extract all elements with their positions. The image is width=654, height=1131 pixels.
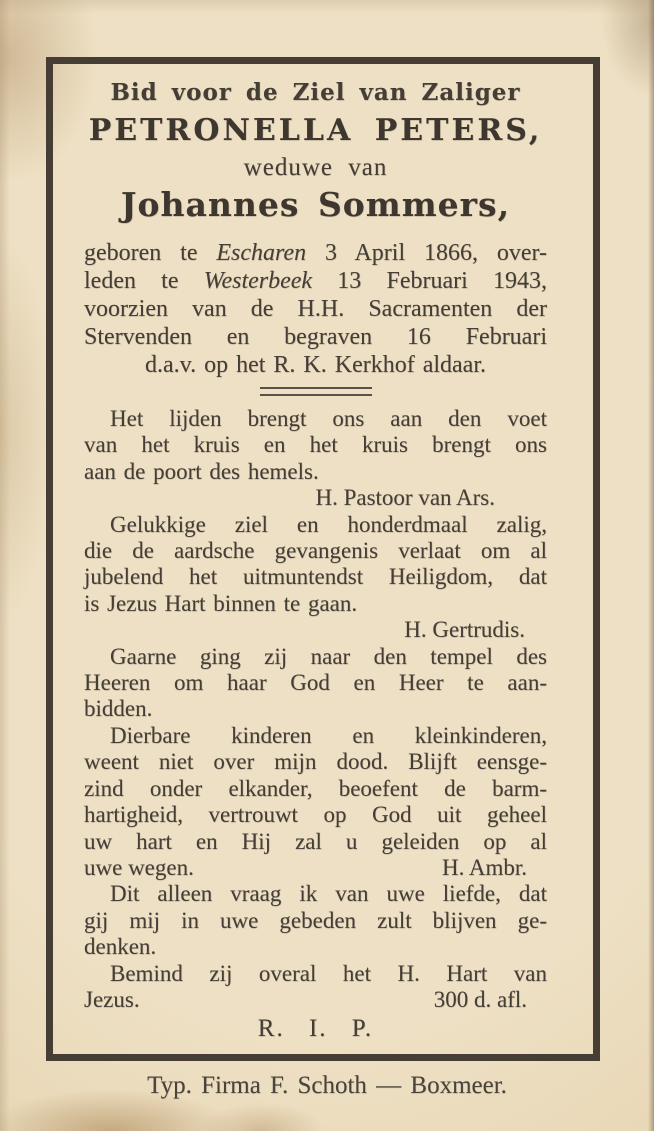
prayer-line: Bemind zij overal het H. Hart van <box>110 960 547 986</box>
prayer-line: Gelukkige ziel en honderdmaal zalig, <box>110 511 547 537</box>
prayer-texts <box>84 406 547 1043</box>
prayer-line <box>84 855 547 881</box>
deathplace: Westerbeek <box>203 268 313 294</box>
section-divider <box>260 387 372 396</box>
prayer-line: Gaarne ging zij naar den tempel des <box>110 643 547 669</box>
prayer-line: hartigheid, vertrouwt op God uit geheel <box>84 802 547 828</box>
prayer-line: uw hart en Hij zal u geleiden op al <box>84 828 547 854</box>
indulgence-note: 300 d. afl. <box>433 986 527 1012</box>
bio-line: voorzien van de H.H. Sacramenten der <box>84 296 547 322</box>
card-intro: Bid voor de Ziel van Zaliger <box>110 79 521 106</box>
prayer-line: Het lijden brengt ons aan den voet <box>110 406 547 431</box>
attribution: H. Gertrudis. <box>404 617 525 643</box>
prayer-line: aan de poort des hemels. <box>84 458 319 484</box>
bio-text: 13 Februari 1943, <box>312 268 547 294</box>
prayer-line: zind onder elkander, beoefent de barm- <box>84 775 547 801</box>
bio-text: geboren te <box>84 240 217 266</box>
birthplace: Escharen <box>216 240 307 266</box>
deceased-name: PETRONELLA PETERS, <box>88 113 543 148</box>
bio-text: leden te <box>84 268 204 294</box>
spouse-name: Johannes Sommers, <box>120 185 511 224</box>
rip-line: R. I. P. <box>257 1015 374 1043</box>
prayer-line: die de aardsche gevangenis verlaat om al <box>84 538 547 564</box>
prayer-line: bidden. <box>84 696 153 722</box>
bio-line: Stervenden en begraven 16 Februari <box>84 324 547 350</box>
biography <box>84 239 547 379</box>
prayer-text: uwe wegen. <box>84 854 194 880</box>
prayer-line: is Jezus Hart binnen te gaan. <box>84 590 358 616</box>
prayer-line <box>84 987 547 1013</box>
prayer-line: denken. <box>84 934 157 960</box>
card-border-frame <box>46 57 600 1061</box>
prayer-line: gij mij in uwe gebeden zult blijven ge- <box>84 907 547 933</box>
relation-line: weduwe van <box>243 154 388 181</box>
bio-line <box>84 267 547 295</box>
bio-line <box>84 239 547 267</box>
prayer-line: van het kruis en het kruis brengt ons <box>84 432 547 458</box>
prayer-line: weent niet over mijn dood. Blijft eensge- <box>84 749 547 775</box>
attribution: H. Pastoor van Ars. <box>315 485 495 511</box>
prayer-line: jubelend het uitmuntendst Heiligdom, dat <box>84 564 547 590</box>
prayer-line: Dit alleen vraag ik van uwe liefde, dat <box>110 881 547 907</box>
prayer-line: Dierbare kinderen en kleinkinderen, <box>110 722 547 748</box>
attribution: H. Ambr. <box>442 854 527 880</box>
prayer-text: Jezus. <box>84 986 140 1012</box>
bio-line: d.a.v. op het R. K. Kerkhof aldaar. <box>144 352 486 378</box>
prayer-line: Heeren om haar God en Heer te aan- <box>84 670 547 696</box>
bio-text: 3 April 1866, over- <box>306 240 547 266</box>
printer-imprint: Typ. Firma F. Schoth — Boxmeer. <box>147 1072 507 1099</box>
